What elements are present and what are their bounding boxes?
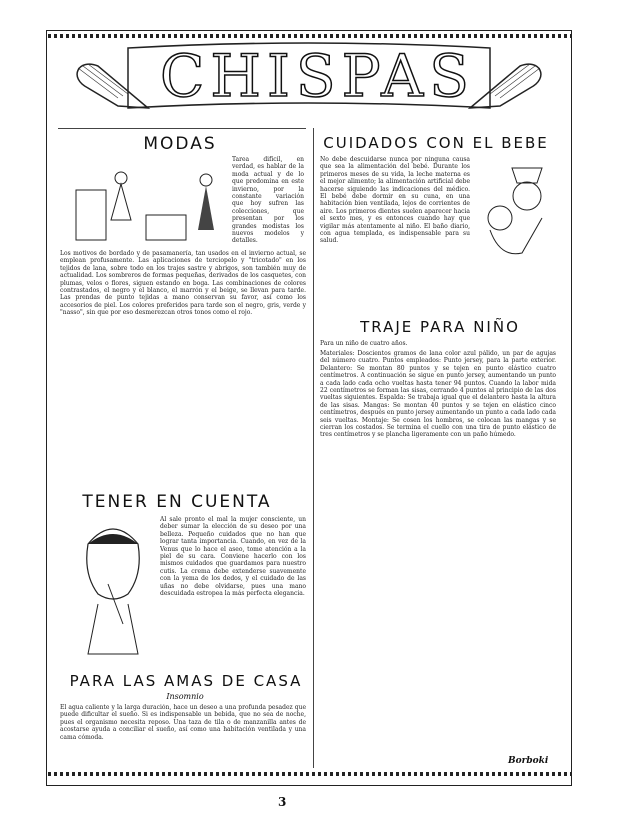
traje-nino-body: Materiales: Doscientos gramos de lana color azul pálido, un par de agujas del número cuatro. Puntos empleados: Punto jersey, para la parte exterior. Delantero: Se montan 80 puntos y se tejen en punto elástico cuatro centímetros. A continuación se sigue en punto jersey, aumentando un punto a cada lado cada ocho vueltas hasta tener 94 puntos. Cuando la labor mida 22 centímetros se forman las sisas, cerrando 4 puntos al principio de las dos vueltas siguientes. Espalda: Se trabaja igual que el delantero hasta la altura de las sisas. Mangas: Se montan 40 puntos y se tejen en elástico cinco centímetros, después en punto jersey aumentando un punto a cada lado cada seis vueltas. Montaje: Se cosen los hombros, se colocan las mangas y se cierran los costados. Se termina el cuello con una tira de punto elástico de tres centímetros y se plancha ligeramente con un paño húmedo. [320, 350, 556, 439]
page-number: 3 [278, 795, 287, 809]
masthead-title: CHISPAS [160, 42, 475, 110]
woman-portrait-illustration [68, 514, 158, 659]
amas-de-casa-heading: PARA LAS AMAS DE CASA [69, 672, 303, 690]
nurse-and-baby-illustration [472, 158, 556, 268]
tener-en-cuenta-body: Al sale pronto el mal la mujer consciente, un deber sumar la elección de su deseo por una belleza. Pequeño cuidados que no han que lograr tanta importancia. Cuando, en vez de la Venus que lo hace el aseo, tome atención a la piel de su cara. Conviene hacerlo con los mismos cuidados que guardamos para nuestro cutis. La crema debe extenderse suavemente con la yema de los dedos, y el cuidado de las uñas no debe olvidarse, pues una mano descuidada estropea la más perfecta elegancia. [160, 516, 306, 598]
cuidados-bebe-heading: CUIDADOS CON EL BEBE [323, 134, 549, 152]
column-divider [313, 128, 314, 768]
bottom-ornament-border [48, 772, 572, 776]
amas-de-casa-subheading: Insomnio [166, 692, 204, 701]
fashion-illustration [66, 160, 226, 250]
modas-top-rule [58, 128, 306, 129]
modas-heading: MODAS [143, 134, 217, 154]
traje-nino-heading: TRAJE PARA NIÑO [360, 318, 520, 336]
modas-intro: Tarea difícil, en verdad, es hablar de la moda actual y de lo que predomina en este invierno, por la constante variación que hoy sufren las colecciones, que presentan por los grandes modistas los nuevos modelos y detalles. [232, 156, 304, 245]
modas-body: Los motivos de bordado y de pasamanería, tan usados en el invierno actual, se emplean profusamente. Las aplicaciones de terciopelo y "tricotado" en los tejidos de lana, sobre todo en los trajes sastre y abrigos, son también muy de actualidad. Los sombreros de formas pequeñas, derivados de los casquetes, con plumas, velos o flores, siguen estando en boga. Las combinaciones de colores contrastados, el negro y el blanco, el marrón y el beige, se llevan para tarde. Las prendas de punto tejidas a mano conservan su favor, así como los accesorios de piel. Los colores preferidos para tarde son el negro, gris, verde y "nasso", sin que por eso desmerezcan otros tonos como el rojo. [60, 250, 306, 317]
signature: Borboki [508, 756, 549, 766]
cuidados-bebe-body: No debe descuidarse nunca por ninguna causa que sea la alimentación del bebé. Durante los primeros meses de su vida, la leche materna es el mejor alimento; la alimentación artificial debe hacerse siguiendo las indicaciones del médico. El bebé debe dormir en su cuna, en una habitación bien ventilada, lejos de corrientes de aire. Los primeros dientes suelen aparecer hacia el sexto mes, y es entonces cuando hay que vigilar más atentamente al niño. El baño diario, con agua templada, es indispensable para su salud. [320, 156, 470, 245]
traje-nino-intro: Para un niño de cuatro años. [320, 340, 408, 347]
amas-de-casa-body: El agua caliente y la larga duración, hace un deseo a una profunda pesadez que puede dificultar el sueño. Si es indispensable un bebida, que no sea de noche, pues el organismo necesita reposo. Una taza de tila o de manzanilla antes de acostarse ayuda a conciliar el sueño, así como una habitación ventilada y una cama cómoda. [60, 704, 306, 741]
tener-en-cuenta-heading: TENER EN CUENTA [82, 492, 272, 512]
